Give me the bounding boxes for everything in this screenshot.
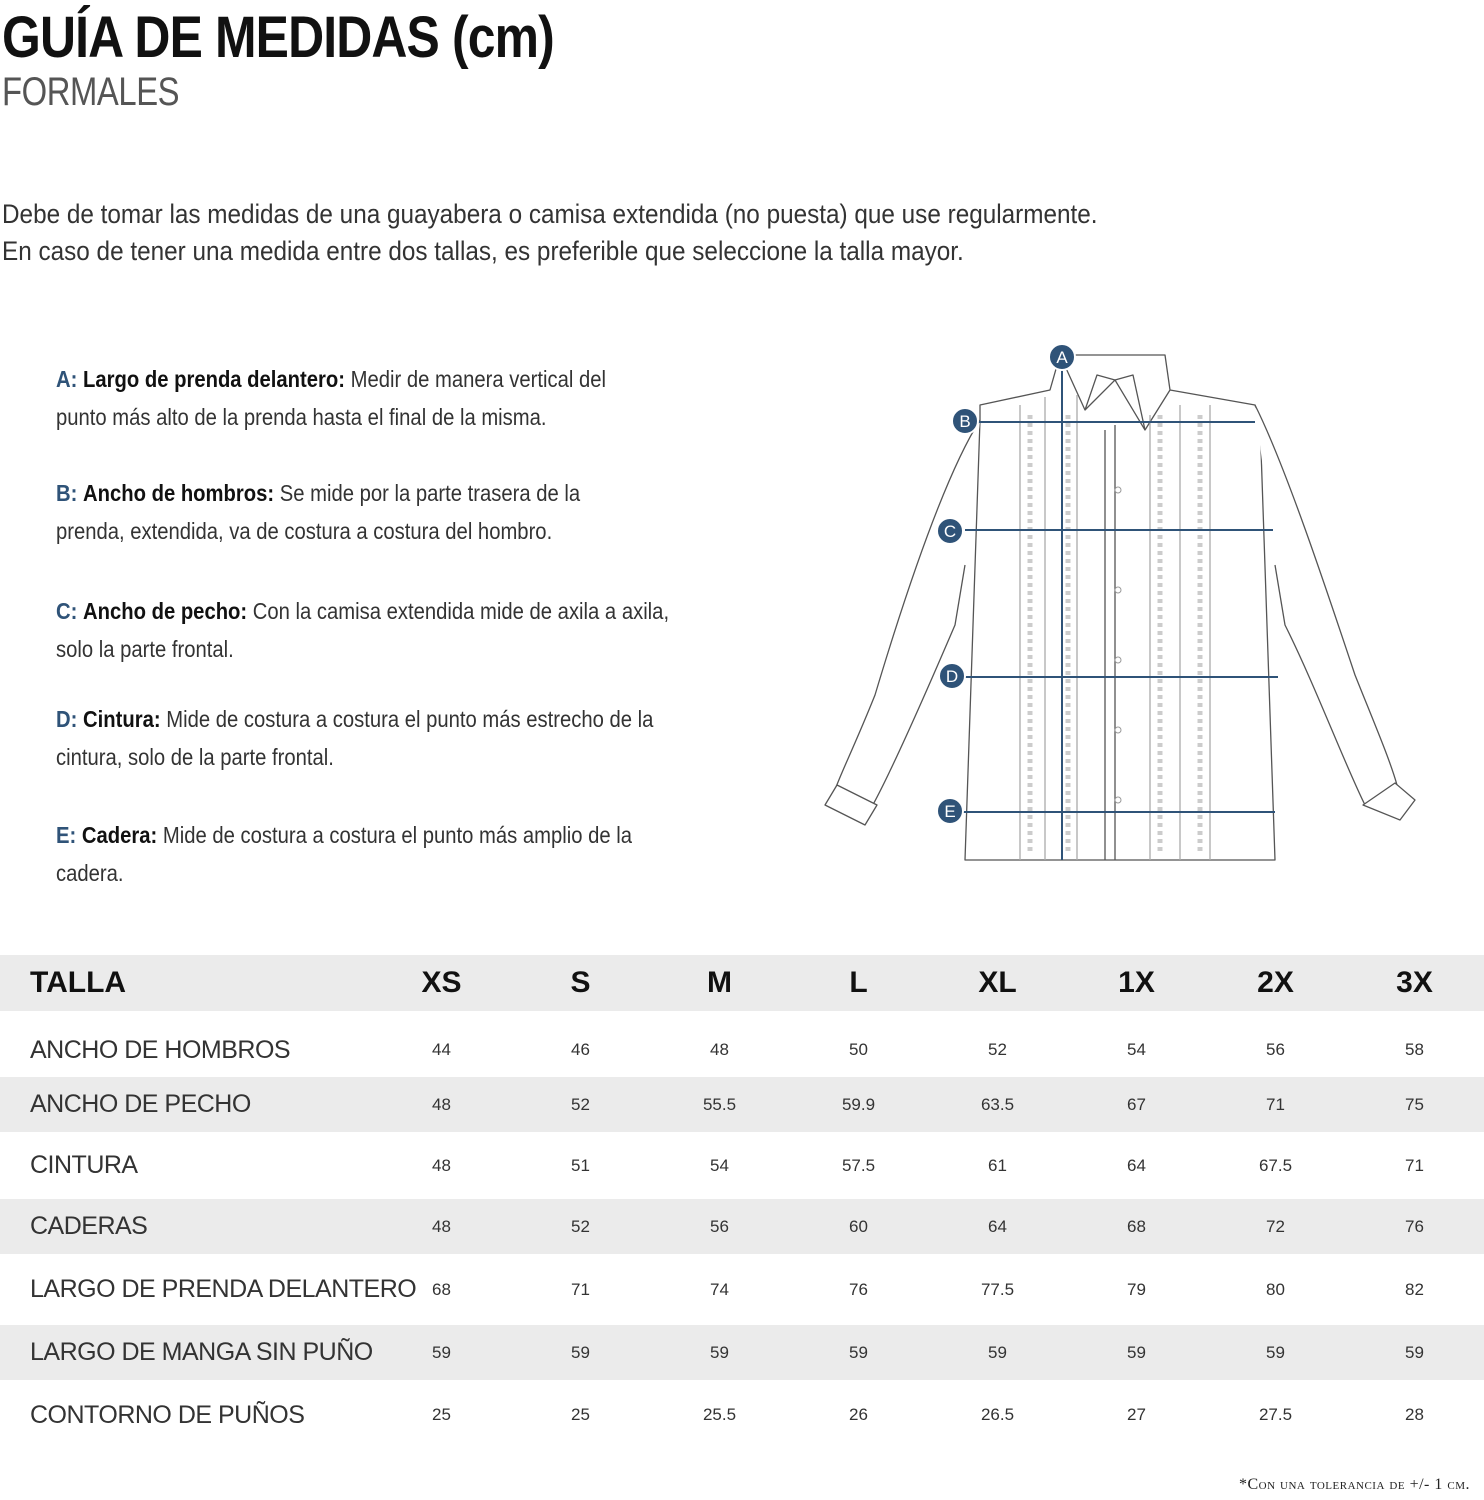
page-title: GUÍA DE MEDIDAS (cm) [2,5,554,70]
intro-line: En caso de tener una medida entre dos tallas, es preferible que seleccione la talla mayor. [2,236,964,266]
header-cell-size: L [849,966,868,999]
marker-a [1049,344,1075,370]
header-cell-size: XL [978,966,1017,999]
header-cell-size: XS [421,966,462,999]
table-cell: 59.9 [841,1094,876,1114]
intro-text [2,196,1098,270]
table-cell: 58 [1405,1040,1424,1059]
table-cell: 61 [988,1155,1007,1175]
definition-text: Se mide por la parte trasera de la [279,480,581,506]
table-cell: 71 [1405,1155,1424,1175]
marker-d [939,663,965,689]
table-cell: 59 [1127,1342,1146,1362]
definition-letter: C: [56,598,78,624]
table-cell: 64 [988,1216,1007,1236]
table-cell: 71 [1266,1094,1285,1114]
table-cell: 59 [849,1342,868,1362]
table-cell: 63.5 [980,1094,1015,1114]
table-cell: 55.5 [702,1094,737,1114]
marker-c [937,518,963,544]
table-cell: 59 [432,1342,451,1362]
marker-e [937,798,963,824]
table-cell: 52 [571,1094,590,1114]
header-cell-size: 1X [1118,966,1155,999]
tolerance-footnote: *Con una tolerancia de +/- 1 cm. [1238,1476,1470,1493]
marker-c-label: C [943,522,957,541]
table-header-row [0,955,1484,1011]
row-label: CADERAS [30,1212,148,1240]
definition-text: Medir de manera vertical del [350,366,607,392]
table-cell: 48 [432,1216,451,1236]
definition-letter: B: [56,480,78,506]
header-cell-size: 3X [1396,966,1433,999]
intro-line: Debe de tomar las medidas de una guayabera o camisa extendida (no puesta) que use regularmente. [2,199,1098,229]
definition-c [56,592,690,668]
marker-b [952,408,978,434]
table-cell: 67.5 [1258,1155,1293,1175]
table-cell: 56 [1266,1040,1285,1059]
table-cell: 25.5 [702,1405,737,1424]
table-cell: 48 [432,1094,451,1114]
row-label: LARGO DE MANGA SIN PUÑO [30,1338,373,1366]
marker-b-label: B [959,412,971,431]
table-cell: 74 [710,1279,729,1299]
marker-a-label: A [1056,348,1068,367]
table-row [0,1325,1484,1380]
page-subtitle: FORMALES [2,70,180,114]
table-cell: 72 [1266,1216,1285,1236]
definition-text: prenda, extendida, va de costura a costura del hombro. [56,518,553,544]
definition-term: Cadera: [81,822,158,848]
table-cell: 82 [1405,1279,1424,1299]
table-cell: 76 [1405,1216,1424,1236]
table-cell: 56 [710,1216,729,1236]
table-cell: 59 [1266,1342,1285,1362]
table-cell: 60 [849,1216,868,1236]
table-cell: 25 [571,1405,590,1424]
table-cell: 48 [432,1155,451,1175]
header-cell-size: 2X [1257,966,1294,999]
definition-d [56,700,690,776]
definition-text: punto más alto de la prenda hasta el final de la misma. [56,404,547,430]
table-cell: 76 [849,1279,868,1299]
table-cell: 52 [988,1040,1007,1059]
marker-e-label: E [944,802,956,821]
table-row [0,1132,1484,1199]
table-cell: 27 [1127,1405,1146,1424]
table-cell: 26 [849,1405,868,1424]
definition-letter: E: [56,822,77,848]
table-cell: 67 [1127,1094,1146,1114]
definition-text: solo la parte frontal. [56,636,234,662]
table-cell: 77.5 [980,1279,1015,1299]
definition-text: cintura, solo de la parte frontal. [56,744,334,770]
table-cell: 54 [1127,1040,1146,1059]
table-cell: 48 [710,1040,729,1059]
definition-term: Largo de prenda delantero: [82,366,346,392]
definition-e [56,816,690,892]
shirt-diagram [815,335,1430,880]
definition-term: Cintura: [82,706,161,732]
table-row [0,1199,1484,1254]
table-cell: 44 [432,1040,451,1059]
table-cell: 25 [432,1405,451,1424]
table-cell: 71 [571,1279,590,1299]
table-cell: 54 [710,1155,729,1175]
definition-a [56,360,690,436]
definition-b [56,474,690,550]
table-cell: 80 [1266,1279,1285,1299]
definition-term: Ancho de pecho: [82,598,248,624]
table-row [0,1011,1484,1077]
table-row [0,1380,1484,1450]
definition-letter: A: [56,366,78,392]
table-cell: 27.5 [1258,1405,1293,1424]
marker-d-label: D [945,667,959,686]
table-cell: 50 [849,1040,868,1059]
definition-letter: D: [56,706,78,732]
header-cell-size: M [707,966,732,999]
table-cell: 46 [571,1040,590,1059]
definition-text: Mide de costura a costura el punto más estrecho de la [166,706,654,732]
table-cell: 26.5 [980,1405,1015,1424]
table-cell: 28 [1405,1405,1424,1424]
definition-term: Ancho de hombros: [82,480,275,506]
definition-text: Mide de costura a costura el punto más amplio de la cadera. [56,822,633,886]
table-cell: 75 [1405,1094,1424,1114]
row-label: ANCHO DE HOMBROS [30,1035,291,1064]
row-label: CONTORNO DE PUÑOS [30,1400,305,1429]
row-label: ANCHO DE PECHO [30,1090,251,1118]
table-cell: 64 [1127,1155,1146,1175]
row-label: CINTURA [30,1151,138,1179]
table-row [0,1254,1484,1325]
header-cell-size: S [570,966,591,999]
table-cell: 59 [710,1342,729,1362]
table-cell: 59 [988,1342,1007,1362]
row-label: LARGO DE PRENDA DELANTERO [30,1275,417,1303]
table-cell: 59 [1405,1342,1424,1362]
table-cell: 57.5 [841,1155,876,1175]
table-cell: 68 [432,1279,451,1299]
header-cell-talla: TALLA [30,966,127,999]
table-cell: 79 [1127,1279,1146,1299]
size-table [0,955,1484,1450]
table-cell: 59 [571,1342,590,1362]
table-cell: 52 [571,1216,590,1236]
definition-text: Con la camisa extendida mide de axila a axila, [252,598,670,624]
table-cell: 51 [571,1155,590,1175]
table-row [0,1077,1484,1132]
table-cell: 68 [1127,1216,1146,1236]
